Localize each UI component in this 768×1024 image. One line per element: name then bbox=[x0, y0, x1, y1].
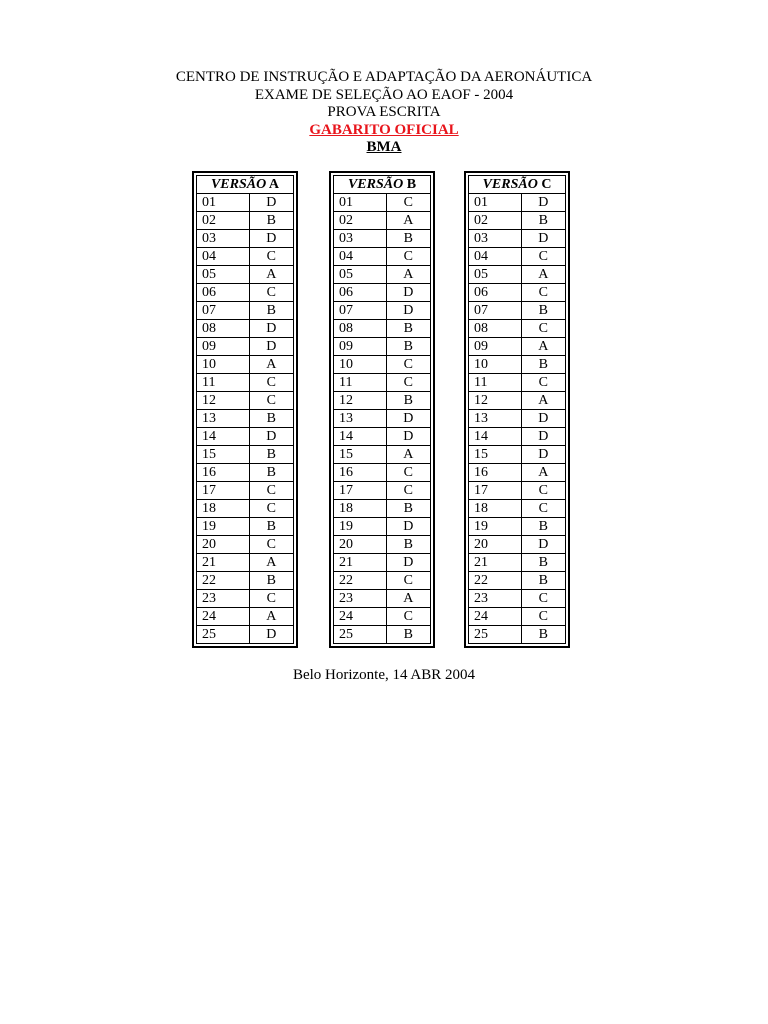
question-number: 07 bbox=[334, 302, 386, 320]
version-c-title bbox=[469, 176, 565, 194]
question-number: 13 bbox=[334, 410, 386, 428]
question-number: 06 bbox=[334, 284, 386, 302]
table-row bbox=[334, 212, 430, 230]
question-number: 05 bbox=[334, 266, 386, 284]
table-row bbox=[334, 572, 430, 590]
answer-letter: A bbox=[521, 266, 565, 284]
answer-letter: C bbox=[386, 572, 430, 590]
exam-title: EXAME DE SELEÇÃO AO EAOF - 2004 bbox=[254, 86, 514, 103]
table-row bbox=[469, 590, 565, 608]
question-number: 10 bbox=[334, 356, 386, 374]
answer-letter: A bbox=[386, 590, 430, 608]
question-number: 12 bbox=[197, 392, 249, 410]
answer-letter: D bbox=[249, 428, 293, 446]
answer-letter: C bbox=[249, 248, 293, 266]
answer-letter: B bbox=[521, 518, 565, 536]
table-row bbox=[469, 302, 565, 320]
question-number: 03 bbox=[197, 230, 249, 248]
answer-letter: C bbox=[386, 608, 430, 626]
question-number: 15 bbox=[334, 446, 386, 464]
table-row bbox=[197, 446, 293, 464]
answer-letter: B bbox=[249, 446, 293, 464]
question-number: 17 bbox=[469, 482, 521, 500]
answer-letter: D bbox=[249, 338, 293, 356]
answer-letter: A bbox=[249, 608, 293, 626]
question-number: 24 bbox=[469, 608, 521, 626]
table-row bbox=[334, 320, 430, 338]
answer-letter: B bbox=[521, 212, 565, 230]
table-row bbox=[334, 608, 430, 626]
table-row bbox=[197, 428, 293, 446]
answer-letter: C bbox=[386, 194, 430, 212]
table-row bbox=[469, 338, 565, 356]
question-number: 23 bbox=[334, 590, 386, 608]
table-row bbox=[197, 230, 293, 248]
specialty-code: BMA bbox=[366, 139, 402, 155]
answer-letter: C bbox=[386, 464, 430, 482]
version-word: VERSÃO bbox=[482, 177, 538, 192]
answer-letter: C bbox=[386, 374, 430, 392]
question-number: 13 bbox=[469, 410, 521, 428]
answer-letter: C bbox=[386, 482, 430, 500]
answer-letter: D bbox=[249, 230, 293, 248]
question-number: 16 bbox=[469, 464, 521, 482]
answer-letter: C bbox=[521, 500, 565, 518]
table-row bbox=[197, 284, 293, 302]
question-number: 11 bbox=[334, 374, 386, 392]
question-number: 25 bbox=[334, 626, 386, 644]
question-number: 09 bbox=[334, 338, 386, 356]
question-number: 03 bbox=[334, 230, 386, 248]
version-word: VERSÃO bbox=[210, 177, 267, 192]
answer-letter: A bbox=[386, 266, 430, 284]
answer-letter: B bbox=[249, 464, 293, 482]
answer-letter: B bbox=[386, 536, 430, 554]
exam-type: PROVA ESCRITA bbox=[327, 104, 441, 120]
question-number: 05 bbox=[197, 266, 249, 284]
question-number: 08 bbox=[469, 320, 521, 338]
table-row bbox=[197, 554, 293, 572]
table-row bbox=[334, 626, 430, 644]
table-row bbox=[334, 590, 430, 608]
answer-letter: D bbox=[386, 518, 430, 536]
question-number: 19 bbox=[197, 518, 249, 536]
table-row bbox=[469, 500, 565, 518]
version-c-table bbox=[464, 171, 570, 648]
table-row bbox=[334, 266, 430, 284]
question-number: 02 bbox=[197, 212, 249, 230]
answer-letter: A bbox=[249, 554, 293, 572]
table-row bbox=[197, 392, 293, 410]
place-date: Belo Horizonte, 14 ABR 2004 bbox=[292, 667, 476, 683]
answer-letter: C bbox=[386, 356, 430, 374]
answer-letter: C bbox=[521, 590, 565, 608]
table-row bbox=[469, 518, 565, 536]
table-row bbox=[197, 608, 293, 626]
question-number: 01 bbox=[469, 194, 521, 212]
answer-letter: C bbox=[249, 482, 293, 500]
answer-letter: B bbox=[249, 212, 293, 230]
question-number: 22 bbox=[334, 572, 386, 590]
table-row bbox=[197, 338, 293, 356]
answer-letter: A bbox=[386, 446, 430, 464]
answer-letter: D bbox=[249, 194, 293, 212]
question-number: 22 bbox=[197, 572, 249, 590]
table-row bbox=[197, 536, 293, 554]
version-a-title bbox=[197, 176, 293, 194]
question-number: 08 bbox=[197, 320, 249, 338]
answer-letter: B bbox=[249, 572, 293, 590]
table-row bbox=[469, 482, 565, 500]
table-row bbox=[469, 284, 565, 302]
table-row bbox=[469, 392, 565, 410]
table-row bbox=[197, 320, 293, 338]
answer-letter: C bbox=[386, 248, 430, 266]
table-row bbox=[469, 266, 565, 284]
answer-letter: C bbox=[521, 248, 565, 266]
answer-letter: B bbox=[521, 572, 565, 590]
table-row bbox=[197, 374, 293, 392]
answer-letter: B bbox=[386, 392, 430, 410]
table-row bbox=[334, 284, 430, 302]
question-number: 04 bbox=[469, 248, 521, 266]
question-number: 01 bbox=[197, 194, 249, 212]
question-number: 23 bbox=[197, 590, 249, 608]
question-number: 05 bbox=[469, 266, 521, 284]
table-row bbox=[197, 266, 293, 284]
answer-letter: A bbox=[521, 338, 565, 356]
table-row bbox=[469, 212, 565, 230]
answer-letter: B bbox=[521, 626, 565, 644]
question-number: 02 bbox=[469, 212, 521, 230]
table-row bbox=[469, 374, 565, 392]
answer-letter: C bbox=[521, 284, 565, 302]
question-number: 06 bbox=[197, 284, 249, 302]
table-row bbox=[334, 464, 430, 482]
question-number: 10 bbox=[469, 356, 521, 374]
question-number: 08 bbox=[334, 320, 386, 338]
table-row bbox=[197, 302, 293, 320]
version-letter: C bbox=[541, 177, 552, 192]
answer-letter: A bbox=[386, 212, 430, 230]
answer-letter: C bbox=[249, 536, 293, 554]
answer-letter: D bbox=[386, 428, 430, 446]
version-b-table bbox=[329, 171, 435, 648]
question-number: 19 bbox=[469, 518, 521, 536]
answer-letter: D bbox=[521, 446, 565, 464]
table-row bbox=[334, 374, 430, 392]
answer-letter: B bbox=[249, 302, 293, 320]
question-number: 11 bbox=[469, 374, 521, 392]
table-row bbox=[197, 194, 293, 212]
table-row bbox=[334, 446, 430, 464]
question-number: 25 bbox=[197, 626, 249, 644]
answer-letter: C bbox=[249, 374, 293, 392]
table-row bbox=[197, 482, 293, 500]
question-number: 20 bbox=[469, 536, 521, 554]
table-row bbox=[334, 302, 430, 320]
table-row bbox=[334, 194, 430, 212]
question-number: 07 bbox=[197, 302, 249, 320]
table-row bbox=[469, 356, 565, 374]
version-word: VERSÃO bbox=[347, 177, 404, 192]
question-number: 04 bbox=[334, 248, 386, 266]
answer-key-title: GABARITO OFICIAL bbox=[309, 121, 459, 138]
answer-letter: C bbox=[521, 608, 565, 626]
question-number: 20 bbox=[334, 536, 386, 554]
answer-letter: A bbox=[249, 356, 293, 374]
table-row bbox=[469, 446, 565, 464]
question-number: 14 bbox=[197, 428, 249, 446]
answer-letter: C bbox=[521, 482, 565, 500]
question-number: 17 bbox=[334, 482, 386, 500]
table-row bbox=[469, 194, 565, 212]
question-number: 25 bbox=[469, 626, 521, 644]
answer-letter: A bbox=[521, 464, 565, 482]
answer-letter: C bbox=[521, 320, 565, 338]
answer-letter: D bbox=[521, 230, 565, 248]
table-row bbox=[334, 338, 430, 356]
answer-letter: B bbox=[249, 410, 293, 428]
question-number: 02 bbox=[334, 212, 386, 230]
table-row bbox=[197, 590, 293, 608]
answer-letter: B bbox=[386, 230, 430, 248]
table-row bbox=[197, 212, 293, 230]
question-number: 24 bbox=[334, 608, 386, 626]
question-number: 20 bbox=[197, 536, 249, 554]
answer-letter: D bbox=[249, 320, 293, 338]
table-row bbox=[469, 320, 565, 338]
table-row bbox=[197, 248, 293, 266]
table-row bbox=[469, 410, 565, 428]
question-number: 10 bbox=[197, 356, 249, 374]
question-number: 04 bbox=[197, 248, 249, 266]
answer-letter: D bbox=[521, 536, 565, 554]
table-row bbox=[197, 626, 293, 644]
table-row bbox=[197, 410, 293, 428]
table-row bbox=[334, 410, 430, 428]
table-row bbox=[334, 500, 430, 518]
version-letter: B bbox=[406, 177, 417, 192]
answer-letter: D bbox=[249, 626, 293, 644]
table-row bbox=[334, 392, 430, 410]
answer-letter: B bbox=[386, 500, 430, 518]
question-number: 03 bbox=[469, 230, 521, 248]
answer-letter: B bbox=[521, 356, 565, 374]
table-row bbox=[469, 554, 565, 572]
question-number: 11 bbox=[197, 374, 249, 392]
question-number: 21 bbox=[197, 554, 249, 572]
answer-letter: D bbox=[386, 410, 430, 428]
question-number: 23 bbox=[469, 590, 521, 608]
question-number: 18 bbox=[197, 500, 249, 518]
answer-letter: C bbox=[249, 392, 293, 410]
table-row bbox=[197, 356, 293, 374]
question-number: 14 bbox=[334, 428, 386, 446]
answer-letter: D bbox=[521, 428, 565, 446]
table-row bbox=[334, 356, 430, 374]
table-row bbox=[469, 608, 565, 626]
question-number: 18 bbox=[334, 500, 386, 518]
table-row bbox=[197, 464, 293, 482]
table-row bbox=[334, 248, 430, 266]
table-row bbox=[469, 464, 565, 482]
answer-letter: B bbox=[386, 626, 430, 644]
answer-letter: B bbox=[521, 302, 565, 320]
question-number: 15 bbox=[197, 446, 249, 464]
answer-letter: A bbox=[249, 266, 293, 284]
question-number: 21 bbox=[334, 554, 386, 572]
table-row bbox=[334, 518, 430, 536]
table-row bbox=[334, 230, 430, 248]
answer-grid bbox=[197, 194, 293, 643]
answer-grid bbox=[469, 194, 565, 643]
question-number: 17 bbox=[197, 482, 249, 500]
question-number: 15 bbox=[469, 446, 521, 464]
answer-letter: D bbox=[386, 554, 430, 572]
question-number: 22 bbox=[469, 572, 521, 590]
document-header bbox=[0, 69, 768, 157]
question-number: 12 bbox=[334, 392, 386, 410]
answer-letter: B bbox=[386, 320, 430, 338]
answer-grid bbox=[334, 194, 430, 643]
table-row bbox=[469, 572, 565, 590]
question-number: 09 bbox=[197, 338, 249, 356]
table-row bbox=[334, 554, 430, 572]
answer-letter: D bbox=[386, 284, 430, 302]
question-number: 01 bbox=[334, 194, 386, 212]
question-number: 16 bbox=[197, 464, 249, 482]
answer-letter: C bbox=[249, 590, 293, 608]
question-number: 19 bbox=[334, 518, 386, 536]
question-number: 07 bbox=[469, 302, 521, 320]
answer-letter: D bbox=[521, 410, 565, 428]
answer-letter: A bbox=[521, 392, 565, 410]
question-number: 16 bbox=[334, 464, 386, 482]
question-number: 13 bbox=[197, 410, 249, 428]
table-row bbox=[469, 626, 565, 644]
table-row bbox=[469, 536, 565, 554]
table-row bbox=[334, 536, 430, 554]
question-number: 24 bbox=[197, 608, 249, 626]
question-number: 06 bbox=[469, 284, 521, 302]
answer-letter: B bbox=[386, 338, 430, 356]
answer-letter: C bbox=[249, 284, 293, 302]
answer-letter: C bbox=[249, 500, 293, 518]
question-number: 21 bbox=[469, 554, 521, 572]
table-row bbox=[334, 428, 430, 446]
question-number: 14 bbox=[469, 428, 521, 446]
question-number: 09 bbox=[469, 338, 521, 356]
version-letter: A bbox=[268, 177, 280, 192]
table-row bbox=[334, 482, 430, 500]
table-row bbox=[469, 248, 565, 266]
answer-letter: D bbox=[521, 194, 565, 212]
answer-letter: D bbox=[386, 302, 430, 320]
question-number: 18 bbox=[469, 500, 521, 518]
version-b-title bbox=[334, 176, 430, 194]
answer-letter: C bbox=[521, 374, 565, 392]
question-number: 12 bbox=[469, 392, 521, 410]
table-row bbox=[469, 230, 565, 248]
table-row bbox=[197, 518, 293, 536]
institution-title: CENTRO DE INSTRUÇÃO E ADAPTAÇÃO DA AERONÁUTICA bbox=[175, 69, 593, 85]
table-row bbox=[469, 428, 565, 446]
table-row bbox=[197, 500, 293, 518]
answer-letter: B bbox=[521, 554, 565, 572]
answer-letter: B bbox=[249, 518, 293, 536]
table-row bbox=[197, 572, 293, 590]
version-a-table bbox=[192, 171, 298, 648]
